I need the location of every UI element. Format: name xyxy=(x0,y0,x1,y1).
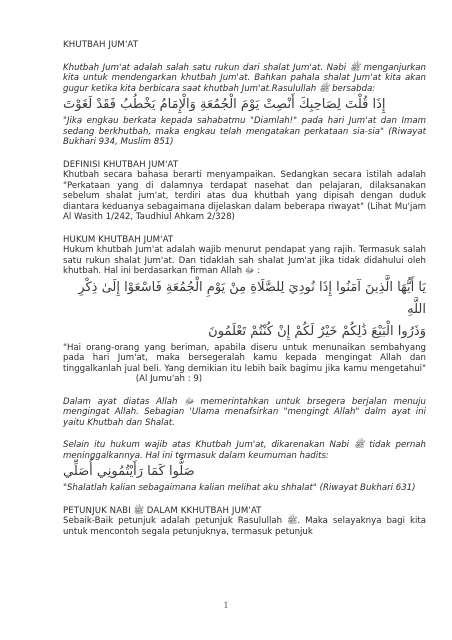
spacer xyxy=(63,428,426,440)
section-heading-petunjuk: PETUNJUK NABI ﷺ DALAM KKHUTBAH JUM'AT xyxy=(63,505,262,516)
ayah-arabic-line-2: وَذَرُوا الْبَيْعَ ذَٰلِكُمْ خَيْرٌ لَكُمْ إِنْ كُنْتُمْ تَعْلَمُونَ xyxy=(208,323,426,339)
intro-paragraph: Khutbah Jum'at adalah salah satu rukun dari shalat Jum'at. Nabi ﷺ menganjurkan kita untuk mendengarkan khutbah Jum'at. Bahkan pahala shalat Jum'at kita akan gugur ketika kita berbicara saat khutbah Jum'at.Rasulullah ﷺ bersabda: xyxy=(63,62,426,94)
page-title: KHUTBAH JUM'AT xyxy=(63,40,139,50)
ayah-translation xyxy=(63,343,426,385)
hadith-translation: "Jika engkau berkata kepada sahabatmu "Diamlah!" pada hari Jum'at dan Imam sedang berkhutbah, maka engkau telah mengatakan perkataan sia-sia" (Riwayat Bukhari 934, Muslim 851) xyxy=(63,116,426,147)
hukum-paragraph-3: Selain itu hukum wajib atas Khutbah Jum'at, dikarenakan Nabi ﷺ tidak pernah meninggalkannya. Hal ini termasuk dalam keumuman hadits: xyxy=(63,440,426,461)
spacer xyxy=(63,385,426,397)
petunjuk-paragraph: Sebaik-Baik petunjuk adalah petunjuk Rasulullah ﷺ. Maka selayaknya bagi kita untuk mencontoh segala petunjuknya, termasuk petunjuk xyxy=(63,516,426,537)
spacer xyxy=(63,51,426,63)
spacer xyxy=(63,223,426,235)
hadith-arabic-2: صَلُّوا كَمَا رَأَيْتُمُونِي أُصَلِّي xyxy=(63,464,195,479)
spacer xyxy=(63,148,426,160)
spacer xyxy=(63,494,426,506)
ayah-translation-text: "Hai orang-orang yang beriman, apabila diseru untuk menunaikan sembahyang pada hari Jum'at, maka bersegeralah kamu kepada mengingat Allah dan tinggalkanlah jual beli. Yang demikian itu lebih baik bagimu jika kamu mengetahui" xyxy=(63,342,426,374)
ayah-arabic-line-1: يَا أَيُّهَا الَّذِينَ آمَنُوا إِذَا نُودِيَ لِلصَّلَاةِ مِنْ يَوْمِ الْجُمُعَةِ فَاسْعَوْا إِلَىٰ ذِكْرِ اللَّهِ xyxy=(78,279,426,317)
ayah-reference: (Al Jumu'ah : 9) xyxy=(135,374,203,384)
page-number: 1 xyxy=(223,601,229,610)
hukum-paragraph: Hukum khutbah Jum'at adalah wajib menurut pendapat yang rajih. Termasuk salah satu rukun shalat Jum'at. Dan tidaklah sah shalat Jum'at jika tidak didahului oleh khutbah. Hal ini berdasarkan firman Allah ﷻ : xyxy=(63,245,426,276)
section-heading-definisi: DEFINISI KHUTBAH JUM'AT xyxy=(63,159,179,170)
hukum-paragraph-2: Dalam ayat diatas Allah ﷻ memerintahkan untuk brsegera berjalan menuju mengingat Allah. Sebagian 'Ulama menafsirkan "mengingt Allah" dalm ayat ini yaitu Khutbah dan Shalat. xyxy=(63,396,426,428)
hadith-arabic: إِذَا قُلْتَ لِصَاحِبِكَ أَنْصِتْ يَوْمَ الْجُمُعَةِ وَالْإِمَامُ يَخْطُبُ فَقَدْ لَغَوْتَ xyxy=(63,97,386,112)
section-heading-hukum: HUKUM KHUTBAH JUM'AT xyxy=(63,234,174,245)
definisi-paragraph: Khutbah secara bahasa berarti menyampaikan. Sedangkan secara istilah adalah "Perkataan yang di dalamnya terdapat nasehat dan pelajaran, dilaksanakan sebelum shalat jum'at, terdiri atas dua khutbah yang dipisah dengan duduk diantara keduanya sebagaimana dijelaskan dalam beberapa riwayat" (Lihat Mu'jam Al Wasith 1/242, Taudhiul Ahkam 2/328) xyxy=(63,170,426,222)
hadith-translation-2: "Shalatlah kalian sebagaimana kalian melihat aku shhalat" (Riwayat Bukhari 631) xyxy=(63,483,416,493)
